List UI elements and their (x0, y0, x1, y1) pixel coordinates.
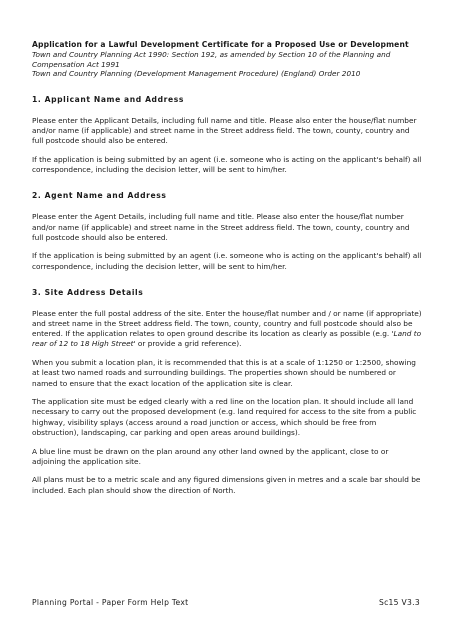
paragraph: If the application is being submitted by an agent (i.e. someone who is acting on the applicant's behalf) all correspondence, including the decision letter, will be sent to him/her. (32, 251, 422, 271)
paragraph: All plans must be to a metric scale and any figured dimensions given in metres and a scale bar should be included. Each plan should show the direction of North. (32, 475, 421, 495)
paragraph (32, 309, 422, 350)
section-heading: 3. Site Address Details (32, 287, 144, 297)
document-subtitle-act: Town and Country Planning Act 1990: Section 192, as amended by Section 10 of the Planning and Compensation Act 1991 (32, 50, 391, 69)
section-applicant (32, 95, 422, 176)
footer-version: Sc15 V3.3 (378, 598, 420, 607)
section-site-address (32, 288, 422, 496)
document-subtitle-order: Town and Country Planning (Development Management Procedure) (England) Order 2010 (32, 69, 361, 79)
section-heading: 2. Agent Name and Address (32, 191, 167, 201)
document-title: Application for a Lawful Development Certificate for a Proposed Use or Development (32, 40, 409, 49)
example-location-text: Land to rear of 12 to 18 High Street (32, 329, 422, 349)
paragraph-text: Please enter the full postal address of the site. Enter the house/flat number and / or name (if appropriate) and street name in the Street address field. The town, county, country and full postcode should also be entered. If the application relates to open ground describe its location as clearly as possible (e.g. ' (32, 308, 422, 339)
paragraph: When you submit a location plan, it is recommended that this is at a scale of 1:1250 or 1:2500, showing at least two named roads and surrounding buildings. The properties shown should be numbered or named to ensure that the exact location of the application site is clear. (32, 358, 416, 388)
section-heading: 1. Applicant Name and Address (32, 94, 184, 104)
section-agent (32, 191, 422, 272)
paragraph: Please enter the Agent Details, including full name and title. Please also enter the house/flat number and/or name (if applicable) and street name in the Street address field. The town, county, country and full postcode should also be entered. (32, 212, 410, 242)
page-footer (32, 598, 420, 608)
paragraph: A blue line must be drawn on the plan around any other land owned by the applicant, close to or adjoining the application site. (32, 446, 389, 466)
footer-left-text: Planning Portal - Paper Form Help Text (32, 598, 189, 607)
paragraph: Please enter the Applicant Details, including full name and title. Please also enter the house/flat number and/or name (if applicable) and street name in the Street address field. The town, county, country and full postcode should also be entered. (32, 115, 417, 146)
paragraph: The application site must be edged clearly with a red line on the location plan. It should include all land necessary to carry out the proposed development (e.g. land required for access to the site from a public highway, visibility splays (access around a road junction or access, which should be free from obstruction), landscaping, car parking and open areas around buildings). (32, 397, 417, 437)
paragraph: If the application is being submitted by an agent (i.e. someone who is acting on the applicant's behalf) all correspondence, including the decision letter, will be sent to him/her. (32, 154, 422, 175)
paragraph-text: ' or provide a grid reference). (133, 339, 242, 349)
document-page (32, 40, 422, 504)
